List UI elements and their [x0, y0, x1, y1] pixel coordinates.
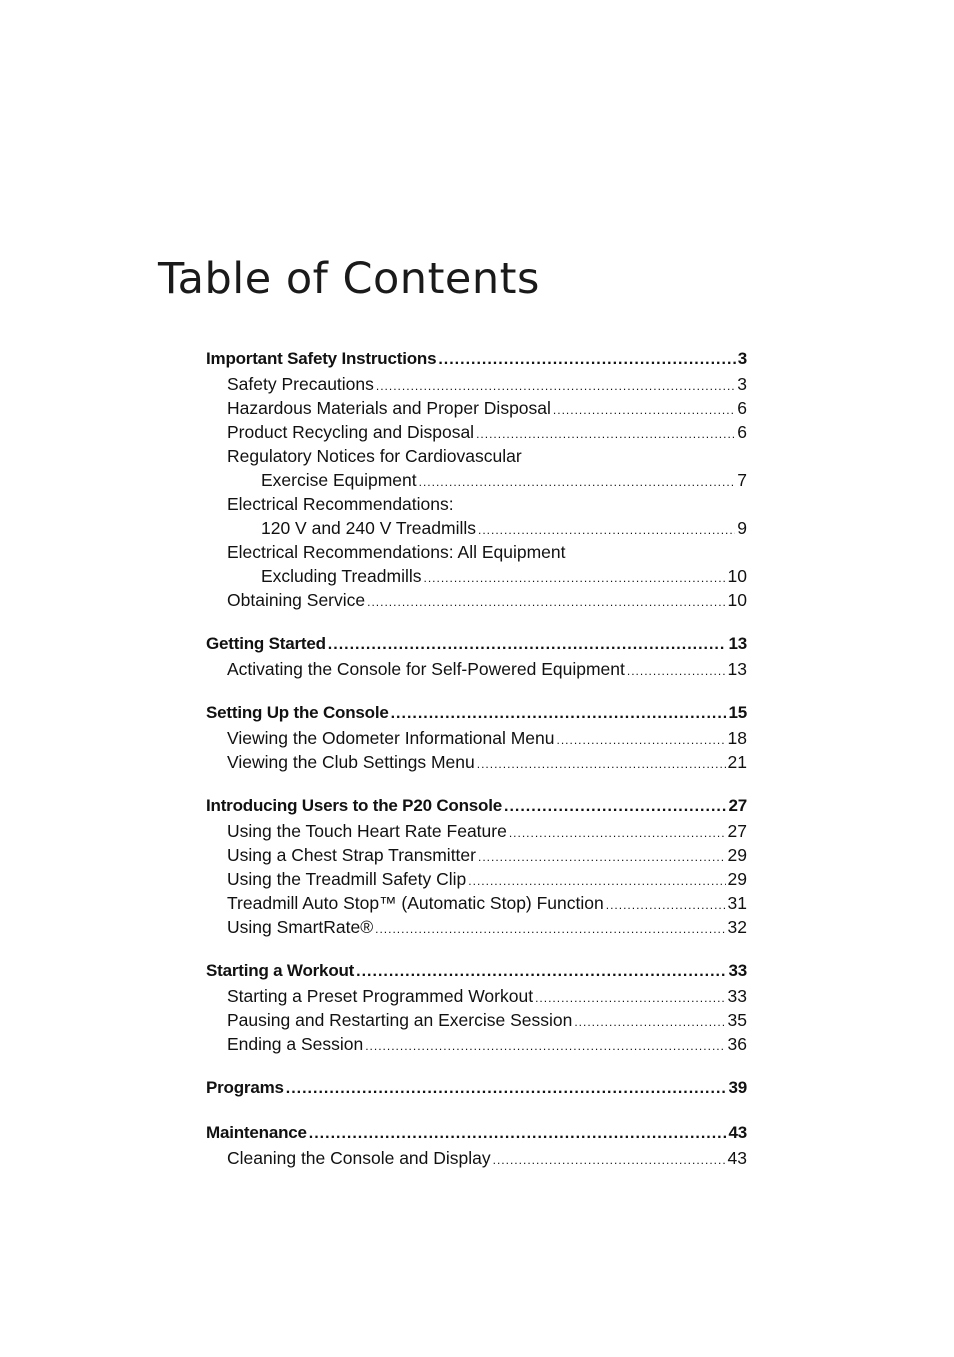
dot-leader [478, 518, 735, 542]
toc-entry-label: Regulatory Notices for Cardiovascular [227, 446, 522, 466]
dot-leader [356, 959, 726, 985]
toc-entry-label: Electrical Recommendations: All Equipment [227, 542, 566, 562]
toc-entry-label: Activating the Console for Self-Powered Equipment [227, 659, 625, 679]
toc-page-number: 33 [728, 961, 747, 980]
toc-entry[interactable] [206, 372, 747, 396]
toc-entry-label: Excluding Treadmills [261, 566, 422, 586]
toc-heading-entry[interactable] [206, 631, 747, 657]
toc-heading-entry[interactable] [206, 1075, 747, 1101]
toc-heading-label: Programs [206, 1078, 284, 1097]
dot-leader [391, 701, 727, 727]
toc-page-number: 33 [727, 986, 747, 1006]
toc-page-number: 32 [727, 917, 747, 937]
dot-leader [438, 347, 735, 373]
toc-heading-label: Starting a Workout [206, 961, 355, 980]
dot-leader [574, 1010, 725, 1034]
toc-page-number: 43 [728, 1123, 747, 1142]
toc-page-number: 43 [727, 1148, 747, 1168]
dot-leader [328, 632, 727, 658]
toc-section [206, 958, 747, 1056]
dot-leader [365, 1034, 725, 1058]
toc-heading-label: Getting Started [206, 634, 326, 653]
toc-page-number: 29 [727, 869, 747, 889]
toc-section [206, 1120, 747, 1170]
dot-leader [468, 869, 725, 893]
page-title: Table of Contents [158, 254, 540, 304]
toc-page-number: 10 [727, 566, 747, 586]
toc-entry-label: Hazardous Materials and Proper Disposal [227, 398, 551, 418]
toc-entry-label: Ending a Session [227, 1034, 364, 1054]
toc-entry[interactable] [206, 915, 747, 939]
toc-entry[interactable] [206, 540, 747, 564]
toc-entry-label: 120 V and 240 V Treadmills [261, 518, 476, 538]
toc-page-number: 10 [727, 590, 747, 610]
dot-leader [476, 422, 735, 446]
toc-entry[interactable] [206, 492, 747, 516]
toc-entry[interactable] [206, 657, 747, 681]
toc-page-number: 31 [727, 893, 747, 913]
dot-leader [504, 794, 726, 820]
toc-heading-entry[interactable] [206, 958, 747, 984]
toc-page-number: 7 [737, 470, 747, 490]
dot-leader [367, 590, 725, 614]
toc-entry[interactable] [206, 750, 747, 774]
toc-entry-label: Viewing the Odometer Informational Menu [227, 728, 555, 748]
toc-page-number: 3 [737, 349, 747, 368]
toc-entry-label: Exercise Equipment [261, 470, 417, 490]
dot-leader [423, 566, 725, 590]
table-of-contents [206, 346, 747, 1189]
toc-page-number: 35 [727, 1010, 747, 1030]
toc-page-number: 3 [737, 374, 747, 394]
dot-leader [553, 398, 735, 422]
dot-leader [419, 470, 736, 494]
dot-leader [627, 659, 726, 683]
toc-page-number: 6 [737, 422, 747, 442]
toc-page-number: 13 [728, 634, 747, 653]
toc-heading-label: Introducing Users to the P20 Console [206, 796, 503, 815]
dot-leader [309, 1121, 727, 1147]
toc-section [206, 1075, 747, 1101]
toc-entry[interactable] [206, 843, 747, 867]
toc-entry-label: Product Recycling and Disposal [227, 422, 475, 442]
toc-page-number: 18 [727, 728, 747, 748]
dot-leader [286, 1076, 727, 1102]
toc-section [206, 700, 747, 774]
toc-page-number: 13 [727, 659, 747, 679]
dot-leader [477, 752, 726, 776]
toc-heading-label: Setting Up the Console [206, 703, 389, 722]
toc-page-number: 39 [728, 1078, 747, 1097]
dot-leader [509, 821, 726, 845]
toc-entry[interactable] [206, 420, 747, 444]
toc-entry[interactable] [206, 726, 747, 750]
toc-section [206, 346, 747, 612]
toc-page-number: 36 [727, 1034, 747, 1054]
toc-entry-label: Obtaining Service [227, 590, 366, 610]
toc-entry[interactable] [206, 444, 747, 468]
toc-entry[interactable] [206, 867, 747, 891]
toc-entry-label: Using the Touch Heart Rate Feature [227, 821, 507, 841]
toc-entry-continuation[interactable] [206, 516, 747, 540]
toc-page-number: 6 [737, 398, 747, 418]
toc-page-number: 29 [727, 845, 747, 865]
dot-leader [478, 845, 726, 869]
toc-entry[interactable] [206, 1008, 747, 1032]
toc-entry[interactable] [206, 819, 747, 843]
toc-entry-label: Using a Chest Strap Transmitter [227, 845, 476, 865]
toc-heading-label: Maintenance [206, 1123, 307, 1142]
toc-entry[interactable] [206, 588, 747, 612]
toc-entry[interactable] [206, 1146, 747, 1170]
toc-entry-label: Cleaning the Console and Display [227, 1148, 491, 1168]
toc-heading-entry[interactable] [206, 346, 747, 372]
toc-section [206, 631, 747, 681]
dot-leader [606, 893, 726, 917]
dot-leader [376, 374, 735, 398]
toc-entry-label: Viewing the Club Settings Menu [227, 752, 475, 772]
toc-entry[interactable] [206, 891, 747, 915]
toc-page-number: 27 [728, 796, 747, 815]
dot-leader [375, 917, 725, 941]
toc-entry-continuation[interactable] [206, 564, 747, 588]
toc-heading-entry[interactable] [206, 1120, 747, 1146]
toc-section [206, 793, 747, 939]
toc-entry[interactable] [206, 984, 747, 1008]
toc-page-number: 9 [737, 518, 747, 538]
toc-entry[interactable] [206, 396, 747, 420]
toc-heading-entry[interactable] [206, 700, 747, 726]
toc-entry-label: Electrical Recommendations: [227, 494, 454, 514]
toc-heading-entry[interactable] [206, 793, 747, 819]
toc-entry[interactable] [206, 1032, 747, 1056]
toc-entry-label: Treadmill Auto Stop™ (Automatic Stop) Function [227, 893, 604, 913]
toc-entry-continuation[interactable] [206, 468, 747, 492]
dot-leader [535, 986, 725, 1010]
dot-leader [557, 728, 726, 752]
toc-entry-label: Safety Precautions [227, 374, 374, 394]
toc-page-number: 27 [727, 821, 747, 841]
toc-entry-label: Pausing and Restarting an Exercise Session [227, 1010, 573, 1030]
dot-leader [493, 1148, 726, 1172]
toc-entry-label: Using SmartRate® [227, 917, 374, 937]
toc-page-number: 21 [727, 752, 747, 772]
toc-entry-label: Using the Treadmill Safety Clip [227, 869, 467, 889]
toc-page-number: 15 [728, 703, 747, 722]
toc-heading-label: Important Safety Instructions [206, 349, 437, 368]
toc-entry-label: Starting a Preset Programmed Workout [227, 986, 534, 1006]
